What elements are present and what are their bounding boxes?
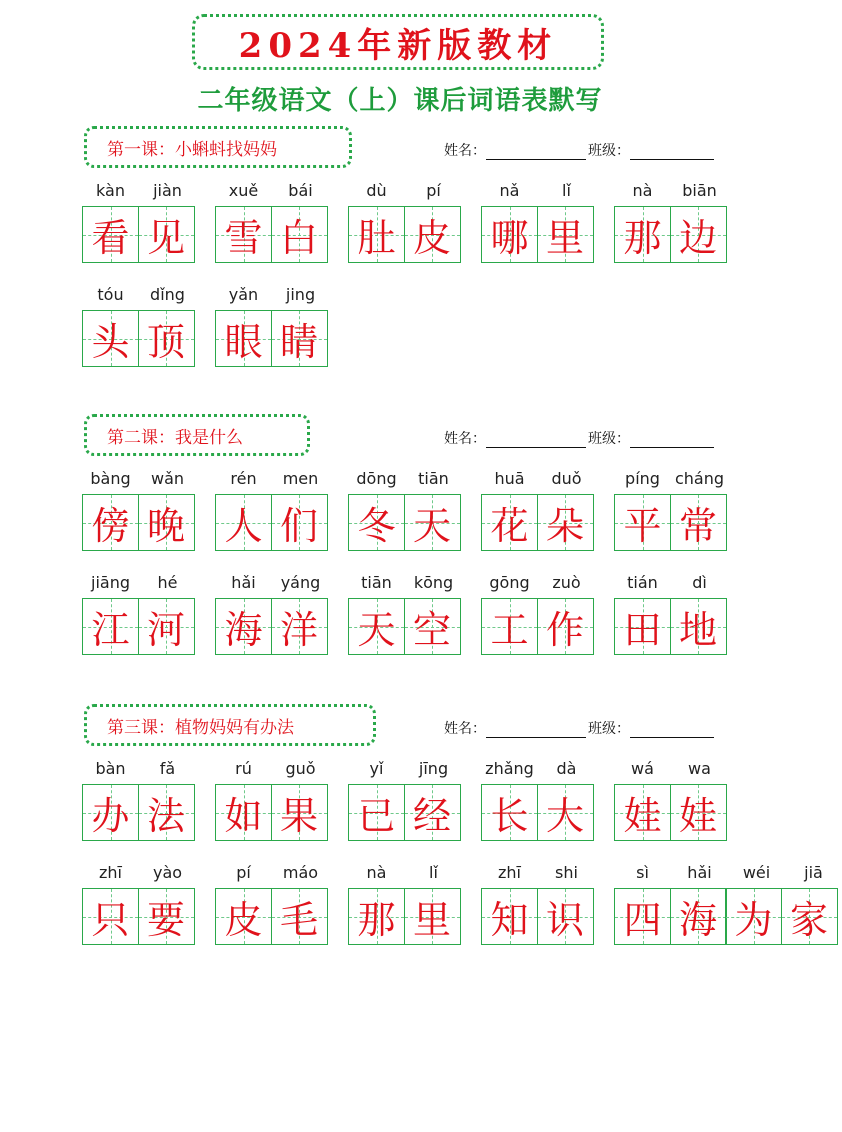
- pinyin-text: zhī: [99, 863, 122, 882]
- character-text: 工: [490, 608, 529, 652]
- pinyin-row: [481, 862, 595, 884]
- character-text: 里: [545, 216, 584, 260]
- name-label: 姓名：: [444, 721, 486, 737]
- tianzige-grid: [82, 494, 196, 551]
- character-text: 皮: [224, 898, 263, 942]
- student-info: [444, 140, 716, 160]
- tianzige-grid: [82, 598, 196, 655]
- character-cell: [614, 206, 671, 263]
- character-cell: [82, 598, 139, 655]
- character-text: 天: [412, 504, 451, 548]
- character-text: 平: [623, 504, 662, 548]
- tianzige-grid: [348, 784, 462, 841]
- character-text: 海: [224, 608, 263, 652]
- pinyin-row: [481, 180, 595, 202]
- pinyin-text: nà: [632, 181, 653, 200]
- character-cell: [481, 888, 538, 945]
- word-group: [348, 180, 462, 263]
- character-text: 那: [357, 898, 396, 942]
- character-text: 雪: [224, 216, 263, 260]
- pinyin-text: pí: [236, 863, 251, 882]
- word-group: [215, 572, 329, 655]
- character-text: 天: [357, 608, 396, 652]
- character-text: 晚: [146, 504, 185, 548]
- character-text: 江: [91, 608, 130, 652]
- character-text: 田: [623, 608, 662, 652]
- character-text: 朵: [545, 504, 584, 548]
- name-label: 姓名：: [444, 431, 486, 447]
- pinyin-row: [215, 180, 329, 202]
- pinyin-text: lǐ: [562, 181, 571, 200]
- character-text: 只: [91, 898, 130, 942]
- pinyin-text: guǒ: [285, 759, 316, 778]
- character-text: 已: [357, 794, 396, 838]
- character-text: 大: [545, 794, 584, 838]
- pinyin-text: dōng: [356, 469, 397, 488]
- class-blank[interactable]: [630, 433, 714, 448]
- pinyin-text: yào: [152, 863, 183, 882]
- pinyin-text: huā: [494, 469, 525, 488]
- pinyin-row: [82, 758, 196, 780]
- pinyin-text: bàng: [90, 469, 131, 488]
- pinyin-text: pí: [426, 181, 441, 200]
- character-cell: [537, 784, 594, 841]
- tianzige-grid: [348, 494, 462, 551]
- pinyin-row: [215, 572, 329, 594]
- character-cell: [82, 206, 139, 263]
- pinyin-text: jiā: [804, 863, 823, 882]
- character-cell: [670, 784, 727, 841]
- character-cell: [138, 206, 195, 263]
- student-info: [444, 428, 716, 448]
- pinyin-text: yáng: [280, 573, 321, 592]
- character-cell: [271, 310, 328, 367]
- pinyin-text: kàn: [96, 181, 125, 200]
- pinyin-text: dì: [692, 573, 707, 592]
- name-blank[interactable]: [486, 433, 586, 448]
- pinyin-text: zuò: [552, 573, 581, 592]
- character-text: 经: [412, 794, 451, 838]
- pinyin-row: [348, 862, 462, 884]
- character-text: 哪: [490, 216, 529, 260]
- pinyin-text: jīng: [418, 759, 449, 778]
- word-group: [82, 862, 196, 945]
- pinyin-row: [215, 862, 329, 884]
- character-text: 皮: [412, 216, 451, 260]
- character-cell: [82, 310, 139, 367]
- pinyin-text: rén: [230, 469, 257, 488]
- pinyin-text: tiān: [418, 469, 449, 488]
- pinyin-text: tóu: [97, 285, 124, 304]
- character-cell: [614, 598, 671, 655]
- character-text: 地: [678, 608, 717, 652]
- pinyin-text: wéi: [742, 863, 771, 882]
- word-group: [481, 862, 595, 945]
- tianzige-grid: [614, 888, 842, 945]
- character-cell: [670, 598, 727, 655]
- character-cell: [271, 494, 328, 551]
- character-cell: [271, 206, 328, 263]
- pinyin-row: [215, 758, 329, 780]
- pinyin-row: [614, 180, 728, 202]
- character-cell: [670, 888, 727, 945]
- pinyin-text: yǎn: [228, 285, 259, 304]
- tianzige-grid: [82, 784, 196, 841]
- pinyin-row: [82, 284, 196, 306]
- tianzige-grid: [481, 784, 595, 841]
- pinyin-row: [82, 572, 196, 594]
- pinyin-text: biān: [682, 181, 717, 200]
- pinyin-text: yǐ: [369, 759, 384, 778]
- character-cell: [348, 494, 405, 551]
- character-text: 家: [789, 898, 828, 942]
- word-group: [481, 758, 595, 841]
- character-cell: [725, 888, 782, 945]
- pinyin-text: wá: [631, 759, 654, 778]
- pinyin-row: [614, 862, 842, 884]
- pinyin-text: bàn: [95, 759, 126, 778]
- character-cell: [404, 888, 461, 945]
- name-blank[interactable]: [486, 723, 586, 738]
- pinyin-row: [215, 284, 329, 306]
- pinyin-text: máo: [282, 863, 319, 882]
- pinyin-text: shi: [555, 863, 578, 882]
- character-cell: [348, 206, 405, 263]
- character-cell: [215, 206, 272, 263]
- word-group: [82, 468, 196, 551]
- pinyin-text: jiàn: [153, 181, 182, 200]
- word-group: [215, 862, 329, 945]
- class-blank[interactable]: [630, 145, 714, 160]
- character-cell: [348, 888, 405, 945]
- character-cell: [537, 888, 594, 945]
- character-cell: [614, 784, 671, 841]
- character-text: 们: [279, 504, 318, 548]
- character-text: 如: [224, 794, 263, 838]
- character-cell: [215, 784, 272, 841]
- class-label: 班级：: [588, 431, 630, 447]
- character-cell: [404, 598, 461, 655]
- character-text: 知: [490, 898, 529, 942]
- character-cell: [404, 784, 461, 841]
- name-blank[interactable]: [486, 145, 586, 160]
- name-label: 姓名：: [444, 143, 486, 159]
- pinyin-text: fǎ: [159, 759, 176, 778]
- tianzige-grid: [614, 494, 728, 551]
- tianzige-grid: [215, 784, 329, 841]
- word-group: [215, 284, 329, 367]
- character-cell: [138, 784, 195, 841]
- tianzige-grid: [481, 494, 595, 551]
- character-text: 法: [146, 794, 185, 838]
- character-cell: [481, 784, 538, 841]
- character-cell: [670, 494, 727, 551]
- pinyin-text: píng: [625, 469, 660, 488]
- character-cell: [138, 494, 195, 551]
- pinyin-text: duǒ: [551, 469, 582, 488]
- pinyin-text: kōng: [413, 573, 454, 592]
- pinyin-text: sì: [636, 863, 649, 882]
- character-text: 办: [91, 794, 130, 838]
- character-text: 眼: [224, 320, 263, 364]
- word-group: [348, 572, 462, 655]
- character-cell: [781, 888, 838, 945]
- pinyin-text: jing: [285, 285, 316, 304]
- pinyin-text: dù: [366, 181, 387, 200]
- page-title: 2024年新版教材: [192, 14, 604, 70]
- character-text: 四: [623, 898, 662, 942]
- character-cell: [82, 888, 139, 945]
- pinyin-text: hé: [157, 573, 178, 592]
- character-cell: [271, 784, 328, 841]
- character-text: 毛: [279, 898, 318, 942]
- character-text: 那: [623, 216, 662, 260]
- tianzige-grid: [215, 494, 329, 551]
- character-cell: [271, 888, 328, 945]
- character-cell: [82, 784, 139, 841]
- character-text: 人: [224, 504, 263, 548]
- character-text: 常: [678, 504, 717, 548]
- class-blank[interactable]: [630, 723, 714, 738]
- page-subtitle: 二年级语文（上）课后词语表默写: [197, 86, 603, 116]
- character-cell: [481, 598, 538, 655]
- character-cell: [138, 888, 195, 945]
- character-text: 河: [146, 608, 185, 652]
- pinyin-text: wa: [688, 759, 711, 778]
- character-text: 见: [146, 216, 185, 260]
- character-text: 看: [91, 216, 130, 260]
- tianzige-grid: [215, 598, 329, 655]
- character-cell: [82, 494, 139, 551]
- tianzige-grid: [82, 888, 196, 945]
- word-group: [614, 468, 728, 551]
- class-label: 班级：: [588, 143, 630, 159]
- pinyin-row: [82, 180, 196, 202]
- character-text: 海: [678, 898, 717, 942]
- character-cell: [537, 598, 594, 655]
- character-text: 白: [279, 216, 318, 260]
- tianzige-grid: [215, 206, 329, 263]
- character-text: 空: [412, 608, 451, 652]
- character-text: 娃: [678, 794, 717, 838]
- class-label: 班级：: [588, 721, 630, 737]
- character-cell: [404, 206, 461, 263]
- tianzige-grid: [82, 206, 196, 263]
- character-cell: [348, 598, 405, 655]
- character-text: 肚: [357, 216, 396, 260]
- pinyin-text: nǎ: [499, 181, 520, 200]
- pinyin-row: [348, 758, 462, 780]
- character-text: 头: [91, 320, 130, 364]
- pinyin-row: [348, 572, 462, 594]
- pinyin-row: [348, 468, 462, 490]
- pinyin-text: lǐ: [429, 863, 438, 882]
- pinyin-row: [215, 468, 329, 490]
- word-group: [215, 180, 329, 263]
- tianzige-grid: [82, 310, 196, 367]
- pinyin-row: [614, 758, 728, 780]
- tianzige-grid: [614, 784, 728, 841]
- pinyin-text: dà: [556, 759, 577, 778]
- tianzige-grid: [215, 888, 329, 945]
- pinyin-text: men: [282, 469, 319, 488]
- tianzige-grid: [348, 598, 462, 655]
- pinyin-row: [481, 572, 595, 594]
- character-cell: [481, 494, 538, 551]
- character-cell: [614, 888, 671, 945]
- character-cell: [271, 598, 328, 655]
- character-cell: [138, 598, 195, 655]
- character-cell: [215, 310, 272, 367]
- pinyin-row: [614, 468, 728, 490]
- pinyin-text: nà: [366, 863, 387, 882]
- word-group: [614, 862, 842, 945]
- character-cell: [537, 494, 594, 551]
- word-group: [481, 468, 595, 551]
- pinyin-text: bái: [288, 181, 313, 200]
- character-text: 花: [490, 504, 529, 548]
- word-group: [614, 758, 728, 841]
- word-group: [82, 284, 196, 367]
- word-group: [614, 180, 728, 263]
- pinyin-text: tián: [627, 573, 658, 592]
- student-info: [444, 718, 716, 738]
- character-text: 边: [678, 216, 717, 260]
- pinyin-row: [481, 758, 595, 780]
- word-group: [82, 572, 196, 655]
- tianzige-grid: [481, 206, 595, 263]
- character-text: 果: [279, 794, 318, 838]
- character-cell: [215, 494, 272, 551]
- pinyin-row: [82, 468, 196, 490]
- character-cell: [614, 494, 671, 551]
- character-cell: [670, 206, 727, 263]
- tianzige-grid: [481, 598, 595, 655]
- character-text: 要: [146, 898, 185, 942]
- pinyin-row: [348, 180, 462, 202]
- tianzige-grid: [215, 310, 329, 367]
- character-cell: [537, 206, 594, 263]
- character-cell: [215, 598, 272, 655]
- character-text: 洋: [279, 608, 318, 652]
- tianzige-grid: [348, 888, 462, 945]
- word-group: [614, 572, 728, 655]
- character-text: 里: [412, 898, 451, 942]
- pinyin-text: tiān: [361, 573, 392, 592]
- character-text: 识: [545, 898, 584, 942]
- pinyin-text: rú: [235, 759, 252, 778]
- word-group: [481, 180, 595, 263]
- character-cell: [348, 784, 405, 841]
- character-cell: [404, 494, 461, 551]
- pinyin-text: zhǎng: [485, 759, 534, 778]
- character-text: 为: [734, 898, 773, 942]
- pinyin-text: cháng: [674, 469, 725, 488]
- pinyin-text: dǐng: [150, 285, 185, 304]
- tianzige-grid: [481, 888, 595, 945]
- pinyin-text: hǎi: [231, 573, 256, 592]
- pinyin-text: xuě: [228, 181, 259, 200]
- character-text: 作: [545, 608, 584, 652]
- pinyin-text: hǎi: [687, 863, 712, 882]
- word-group: [215, 468, 329, 551]
- character-cell: [215, 888, 272, 945]
- tianzige-grid: [348, 206, 462, 263]
- character-text: 长: [490, 794, 529, 838]
- lesson-title: 第二课：我是什么: [84, 414, 310, 456]
- pinyin-text: jiāng: [91, 573, 130, 592]
- pinyin-row: [82, 862, 196, 884]
- character-cell: [481, 206, 538, 263]
- word-group: [348, 862, 462, 945]
- character-cell: [138, 310, 195, 367]
- word-group: [82, 180, 196, 263]
- pinyin-row: [481, 468, 595, 490]
- lesson-title: 第一课：小蝌蚪找妈妈: [84, 126, 352, 168]
- tianzige-grid: [614, 206, 728, 263]
- word-group: [348, 758, 462, 841]
- tianzige-grid: [614, 598, 728, 655]
- pinyin-text: gōng: [489, 573, 530, 592]
- pinyin-text: zhī: [498, 863, 521, 882]
- character-text: 冬: [357, 504, 396, 548]
- character-text: 傍: [91, 504, 130, 548]
- pinyin-row: [614, 572, 728, 594]
- word-group: [481, 572, 595, 655]
- character-text: 顶: [146, 320, 185, 364]
- word-group: [215, 758, 329, 841]
- word-group: [82, 758, 196, 841]
- word-group: [348, 468, 462, 551]
- pinyin-text: wǎn: [150, 469, 185, 488]
- lesson-title: 第三课：植物妈妈有办法: [84, 704, 376, 746]
- character-text: 娃: [623, 794, 662, 838]
- character-text: 睛: [279, 320, 318, 364]
